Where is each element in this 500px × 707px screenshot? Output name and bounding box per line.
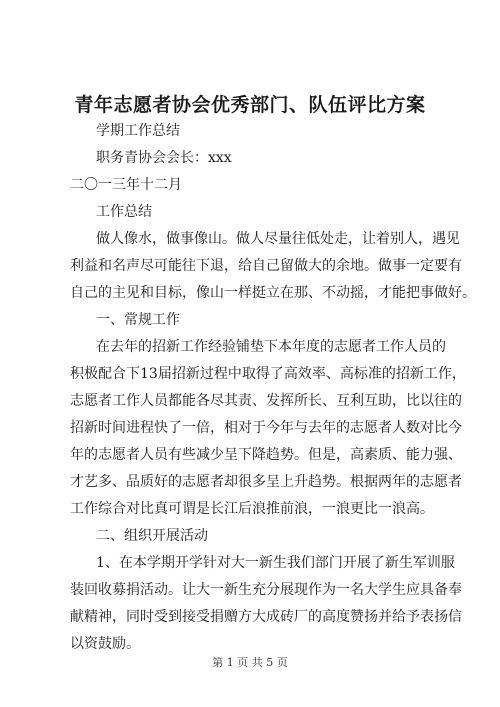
paragraph-line: 自己的主见和目标，像山一样挺立在那、不动摇，才能把事做好。 [70, 285, 476, 301]
paragraph-line: 以资鼓励。 [70, 636, 140, 652]
date-line: 二〇一三年十二月 [70, 177, 182, 193]
paragraph-line: 招新时间进程快了一倍，相对于今年与去年的志愿者人数对比今 [70, 420, 462, 436]
document-title: 青年志愿者协会优秀部门、队伍评比方案 [74, 94, 426, 116]
page-footer: 第 1 页 共 5 页 [212, 656, 288, 669]
document-body [70, 118, 476, 658]
section-heading: 二、组织开展活动 [96, 528, 208, 544]
author-line: 职务青协会会长：xxx [96, 150, 232, 166]
paragraph-line: 才艺多、品质好的志愿者却很多呈上升趋势。根据两年的志愿者 [70, 474, 462, 490]
paragraph-line: 献精神，同时受到接受捐赠方大成砖厂的高度赞扬并给予表扬信 [70, 609, 462, 625]
paragraph-line: 年的志愿者人员有些减少呈下降趋势。但是，高素质、能力强、 [70, 447, 462, 463]
section-heading: 学期工作总结 [96, 123, 180, 139]
paragraph-line: 1、在本学期开学针对大一新生我们部门开展了新生军训服 [96, 555, 455, 571]
paragraph-line: 装回收募捐活动。让大一新生充分展现作为一名大学生应具备奉 [70, 582, 462, 598]
paragraph-line: 利益和名声尽可能往下退，给自己留做大的余地。做事一定要有 [70, 258, 462, 274]
paragraph-line: 积极配合下13届招新过程中取得了高效率、高标准的招新工作， [70, 366, 466, 382]
paragraph-line: 工作综合对比真可谓是长江后浪推前浪，一浪更比一浪高。 [70, 501, 434, 517]
paragraph-line: 做人像水，做事像山。做人尽量往低处走，让着别人，遇见 [96, 231, 460, 247]
section-heading: 一、常规工作 [96, 312, 180, 328]
section-heading: 工作总结 [96, 204, 152, 220]
paragraph-line: 志愿者工作人员都能各尽其责、发挥所长、互利互助，比以往的 [70, 393, 462, 409]
paragraph-line: 在去年的招新工作经验铺垫下本年度的志愿者工作人员的 [96, 339, 446, 355]
